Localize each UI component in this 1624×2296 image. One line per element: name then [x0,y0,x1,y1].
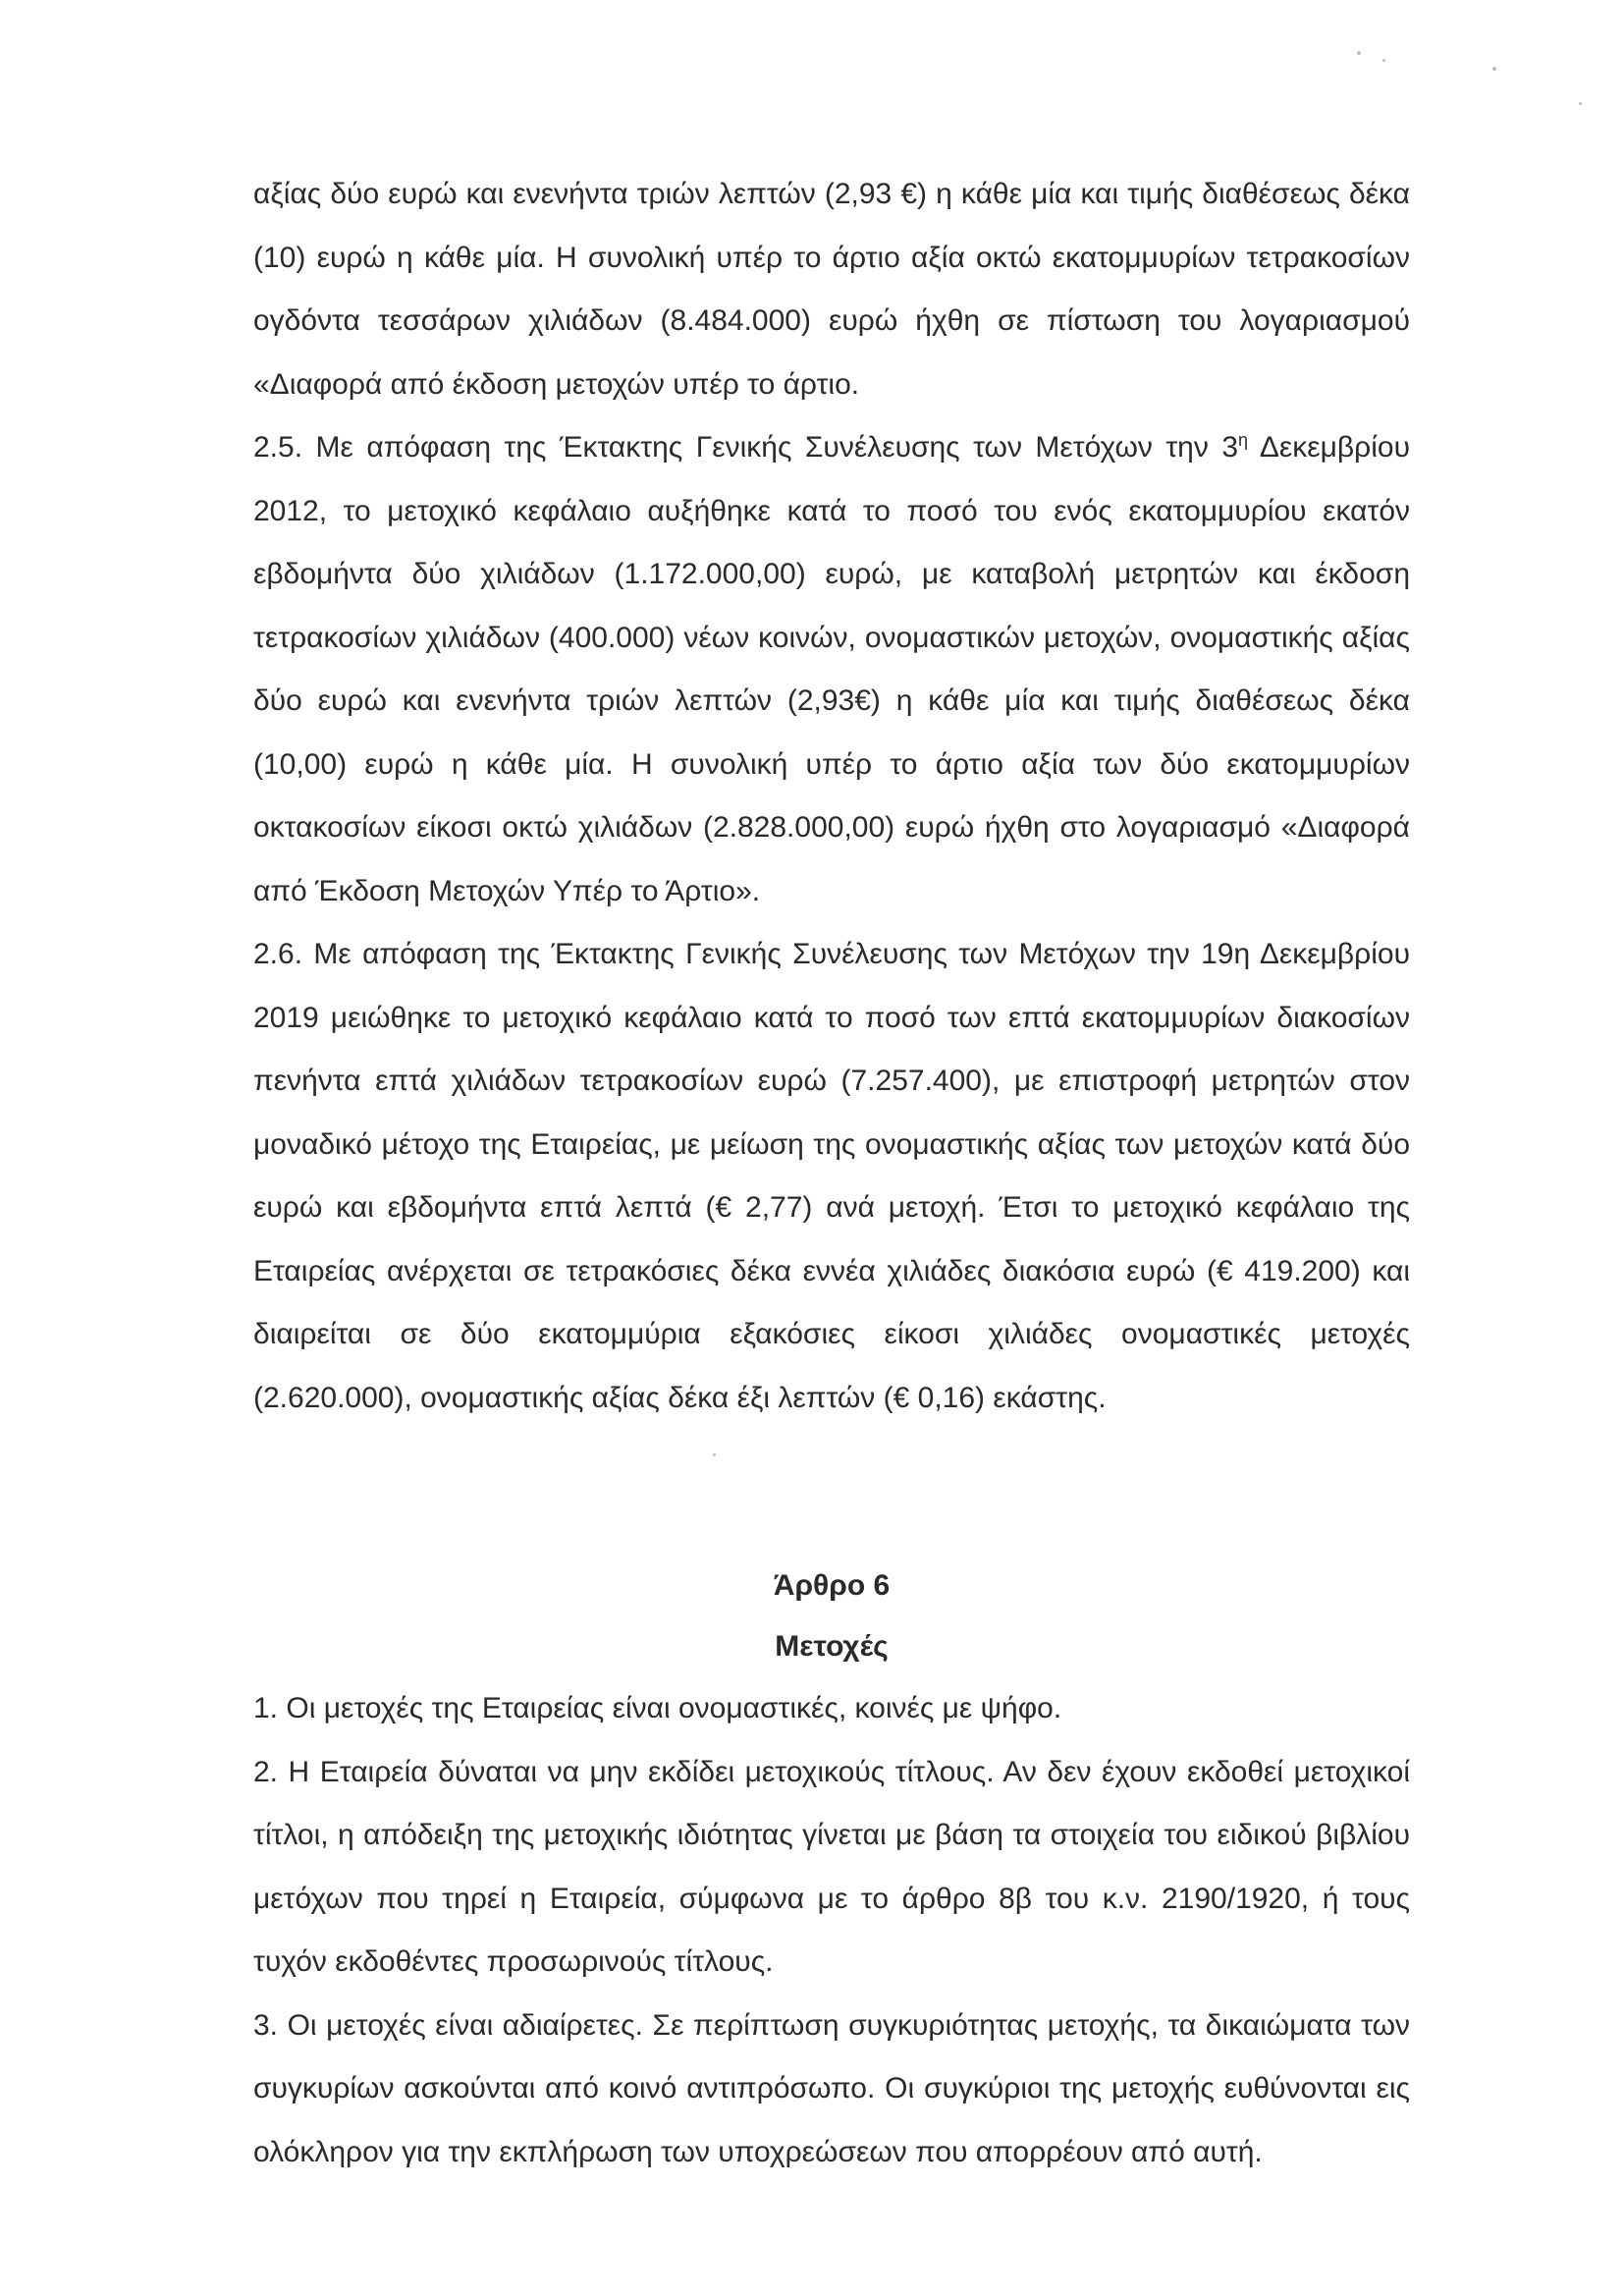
paragraph-2-5-start: 2.5. Με απόφαση της Έκτακτης Γενικής Συνέλευσης των Μετόχων την 3 [253,431,1239,464]
document-body [253,163,1410,2184]
article-item-2: 2. Η Εταιρεία δύναται να μην εκδίδει μετοχικούς τίτλους. Αν δεν έχουν εκδοθεί μετοχικοί τίτλοι, η απόδειξη της μετοχικής ιδιότητας γίνεται με βάση τα στοιχεία του ειδικού βιβλίου μετόχων που τηρεί η Εταιρεία, σύμφωνα με το άρθρο 8β του κ.ν. 2190/1920, ή τους τυχόν εκδοθέντες προσωρινούς τίτλους. [253,1755,1410,1978]
scan-speck [1492,67,1496,71]
paragraph-2-6: 2.6. Με απόφαση της Έκτακτης Γενικής Συνέλευσης των Μετόχων την 19η Δεκεμβρίου 2019 μειώθηκε το μετοχικό κεφάλαιο κατά το ποσό των επτά εκατομμυρίων διακοσίων πενήντα επτά χιλιάδων τετρακοσίων ευρώ (7.257.400), με επιστροφή μετρητών στον μοναδικό μέτοχο της Εταιρείας, με μείωση της ονομαστικής αξίας των μετοχών κατά δύο ευρώ και εβδομήντα επτά λεπτά (€ 2,77) ανά μετοχή. Έτσι το μετοχικό κεφάλαιο της Εταιρείας ανέρχεται σε τετρακόσιες δέκα εννέα χιλιάδες διακόσια ευρώ (€ 419.200) και διαιρείται σε δύο εκατομμύρια εξακόσιες είκοσι χιλιάδες ονομαστικές μετοχές (2.620.000), ονομαστικής αξίας δέκα έξι λεπτών (€ 0,16) εκάστης. [253,938,1410,1414]
ordinal-superscript: η [1238,430,1249,450]
section-spacer [253,1430,1410,1556]
article-number-heading: Άρθρο 6 [773,1569,891,1602]
scan-speck [1382,59,1385,62]
scan-speck [1357,51,1361,55]
article-item-1: 1. Οι μετοχές της Εταιρείας είναι ονομαστικές, κοινές με ψήφο. [253,1692,1062,1724]
paragraph-continuation: αξίας δύο ευρώ και ενενήντα τριών λεπτών (2,93 €) η κάθε μία και τιμής διαθέσεως δέκα (10) ευρώ η κάθε μία. Η συνολική υπέρ το άρτιο αξία οκτώ εκατομμυρίων τετρακοσίων ογδόντα τεσσάρων χιλιάδων (8.484.000) ευρώ ήχθη σε πίστωση του λογαριασμού «Διαφορά από έκδοση μετοχών υπέρ το άρτιο. [253,178,1410,401]
scan-speck [1579,102,1582,105]
paragraph-2-5 [253,416,1410,923]
paragraph-2-5-rest: Δεκεμβρίου 2012, το μετοχικό κεφάλαιο αυξήθηκε κατά το ποσό του ενός εκατομμυρίου εκατόν εβδομήντα δύο χιλιάδων (1.172.000,00) ευρώ, με καταβολή μετρητών και έκδοση τετρακοσίων χιλιάδων (400.000) νέων κοινών, ονομαστικών μετοχών, ονομαστικής αξίας δύο ευρώ και ενενήντα τριών λεπτών (2,93€) η κάθε μία και τιμής διαθέσεως δέκα (10,00) ευρώ η κάθε μία. Η συνολική υπέρ το άρτιο αξία των δύο εκατομμυρίων οκτακοσίων είκοσι οκτώ χιλιάδων (2.828.000,00) ευρώ ήχθη στο λογαριασμό «Διαφορά από Έκδοση Μετοχών Υπέρ το Άρτιο». [253,431,1410,907]
article-title-heading: Μετοχές [775,1630,889,1663]
article-item-3: 3. Οι μετοχές είναι αδιαίρετες. Σε περίπτωση συγκυριότητας μετοχής, τα δικαιώματα των συγκυρίων ασκούνται από κοινό αντιπρόσωπο. Οι συγκύριοι της μετοχής ευθύνονται εις ολόκληρον για την εκπλήρωση των υποχρεώσεων που απορρέουν από αυτή. [253,2008,1410,2168]
